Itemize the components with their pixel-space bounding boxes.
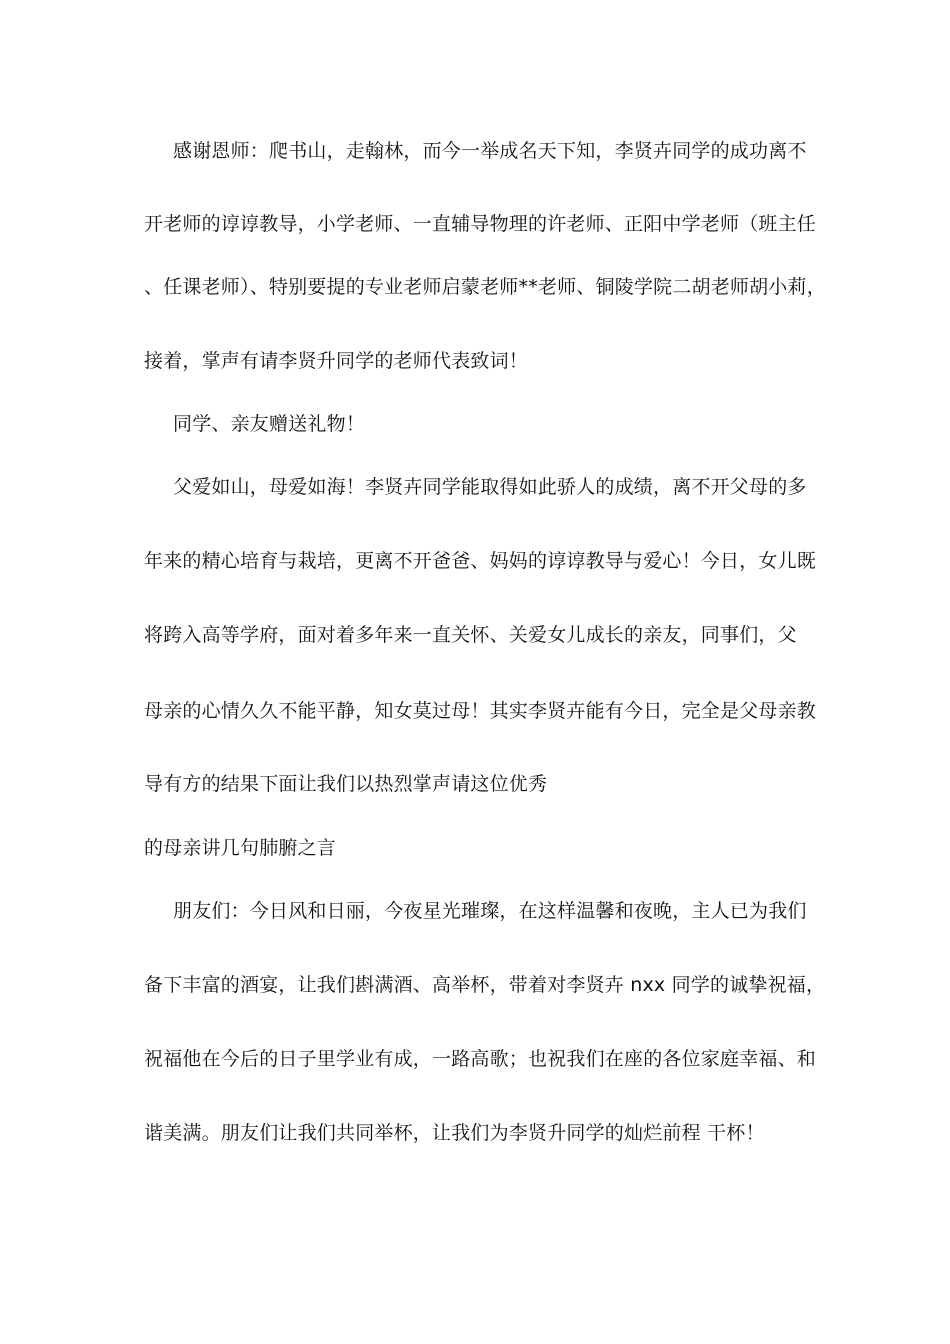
paragraph-thanks-teachers-line-1: 感谢恩师：爬书山，走翰林，而今一举成名天下知，李贤卉同学的成功离不 xyxy=(173,140,807,162)
paragraph-toast-line-4: 谐美满。朋友们让我们共同举杯，让我们为李贤升同学的灿烂前程 干杯！ xyxy=(144,1122,765,1144)
paragraph-toast-line-1: 朋友们：今日风和日丽，今夜星光璀璨，在这样温馨和夜晚，主人已为我们 xyxy=(173,900,807,922)
paragraph-parents-line-3: 将跨入高等学府，面对着多年来一直关怀、关爱女儿成长的亲友，同事们，父 xyxy=(144,624,797,646)
paragraph-thanks-teachers-line-3: 、任课老师）、特别要提的专业老师启蒙老师**老师、铜陵学院二胡老师胡小莉， xyxy=(144,276,826,298)
paragraph-toast-line-3: 祝福他在今后的日子里学业有成，一路高歌；也祝我们在座的各位家庭幸福、和 xyxy=(144,1048,817,1070)
paragraph-thanks-teachers-line-2: 开老师的谆谆教导，小学老师、一直辅导物理的许老师、正阳中学老师（班主任 xyxy=(144,213,817,235)
paragraph-parents-line-4: 母亲的心情久久不能平静，知女莫过母！其实李贤卉能有今日，完全是父母亲教 xyxy=(144,700,817,722)
paragraph-toast-line-2: 备下丰富的酒宴，让我们斟满酒、高举杯，带着对李贤卉 nxx 同学的诚挚祝福， xyxy=(144,974,826,996)
paragraph-parents-line-5: 导有方的结果下面让我们以热烈掌声请这位优秀 xyxy=(144,773,548,795)
paragraph-gifts: 同学、亲友赠送礼物！ xyxy=(173,413,366,435)
paragraph-parents-line-2: 年来的精心培育与栽培，更离不开爸爸、妈妈的谆谆教导与爱心！今日，女儿既 xyxy=(144,550,817,572)
paragraph-parents-line-6: 的母亲讲几句肺腑之言 xyxy=(144,837,337,859)
paragraph-parents-line-1: 父爱如山，母爱如海！李贤卉同学能取得如此骄人的成绩，离不开父母的多 xyxy=(173,476,807,498)
paragraph-thanks-teachers-line-4: 接着，掌声有请李贤升同学的老师代表致词！ xyxy=(144,350,529,372)
